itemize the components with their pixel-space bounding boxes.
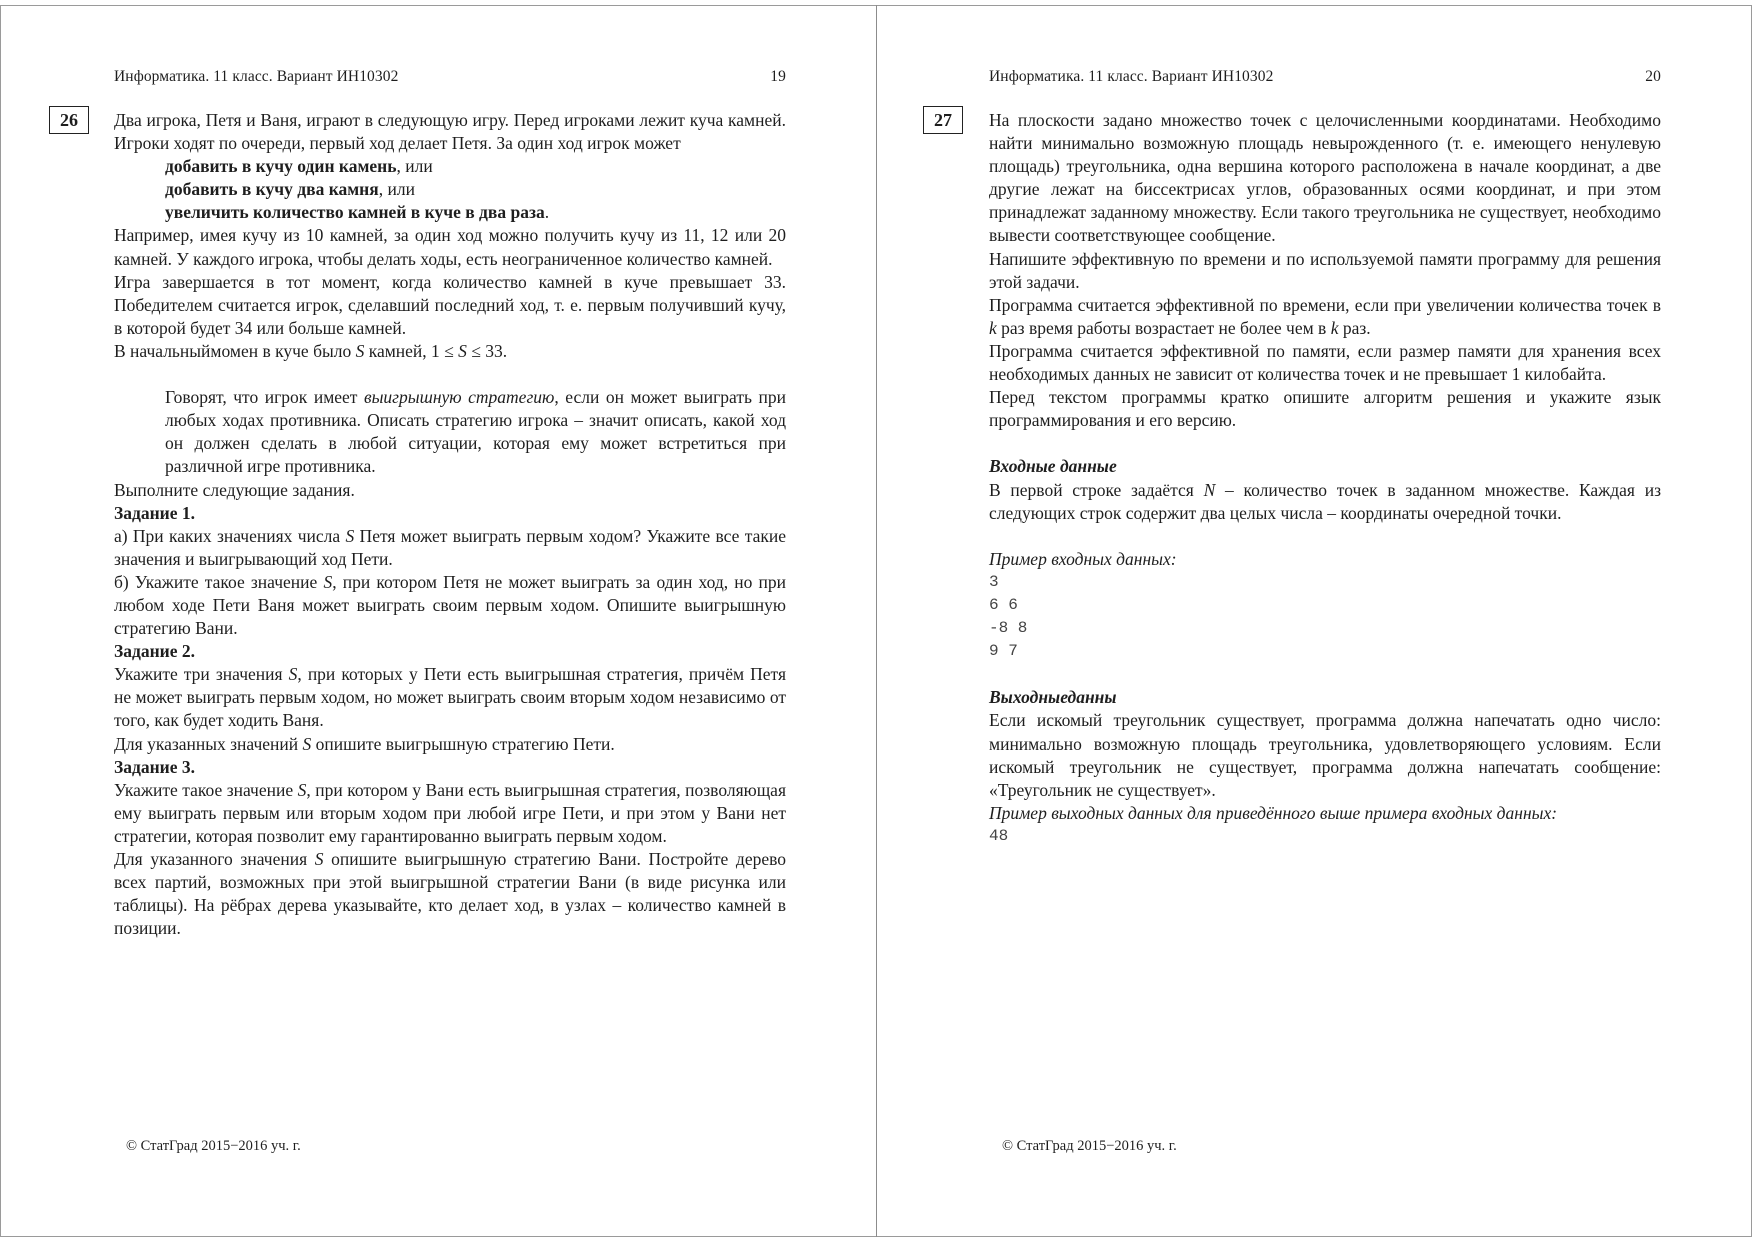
input-description: В первой строке задаётся N – количество точек в заданном множестве. Каждая из следующих строк содержит два целых числа – координаты очередной точки.	[989, 479, 1662, 523]
header-title: Информатика. 11 класс. Вариант ИН10302	[114, 68, 399, 85]
task3-text: Укажите такое значение S, при котором у Вани есть выигрышная стратегия, позволяющая ему выиграть первым или вторым ходом при любой игре Пети, и при этом у Вани нет стратегии, которая позволит ему гарантированно выиграть первым ходом.	[114, 779, 786, 846]
memory-efficiency: Программа считается эффективной по памяти, если размер памяти для хранения всех необходимых данных не зависит от количества точек и не превышает 1 килобайта.	[989, 340, 1661, 385]
game-end-paragraph: Игра завершается в тот момент, когда количество камней в куче превышает 33. Победителем считается игрок, сделавший последний ход, т. е. первым получивший кучу, в которой будет 34 или больше камней.	[114, 271, 786, 338]
initial-condition: В начальныймомен в куче было S камней, 1 ≤ S ≤ 33.	[114, 340, 508, 361]
task-26-body	[114, 109, 786, 940]
task1-b: б) Укажите такое значение S, при котором Петя не может выиграть за один ход, но при любом ходе Пети Ваня может выиграть своим первым ходом. Опишите выигрышную стратегию Вани.	[114, 571, 786, 639]
page-20	[877, 0, 1753, 1239]
output-example-title: Пример выходных данных для приведённого выше примера входных данных:	[989, 802, 1558, 823]
task3-text2: Для указанного значения S опишите выигрышную стратегию Вани. Постройте дерево всех партий, возможных при этой выигрышной стратегии Вани (в виде рисунка или таблицы). На рёбрах дерева указывайте, кто делает ход, в узлах – количество камней в позиции.	[114, 849, 786, 939]
task3-title: Задание 3.	[114, 756, 196, 777]
input-example-line: 9 7	[989, 642, 1018, 661]
task1-a: а) При каких значениях числа S Петя может выиграть первым ходом? Укажите все такие значения и выигрывающий ход Пети.	[114, 525, 786, 569]
task-27-body	[989, 109, 1661, 848]
move-option: добавить в кучу два камня, или	[165, 179, 415, 200]
efficiency-requirement: Напишите эффективную по времени и по используемой памяти программу для решения этой задачи.	[989, 248, 1661, 292]
task2-title: Задание 2.	[114, 641, 196, 662]
input-example-title: Пример входных данных:	[989, 548, 1177, 569]
input-title: Входные данные	[989, 456, 1117, 477]
task-number-box: 27	[923, 106, 963, 134]
output-example-value: 48	[989, 826, 1009, 845]
output-title: Выходныеданны	[989, 687, 1117, 708]
task2-text2: Для указанных значений S опишите выигрышную стратегию Пети.	[114, 733, 615, 754]
example-paragraph: Например, имея кучу из 10 камней, за один ход можно получить кучу из 11, 12 или 20 камней. У каждого игрока, чтобы делать ходы, есть неограниченное количество камней.	[114, 225, 786, 269]
header-title: Информатика. 11 класс. Вариант ИН10302	[989, 68, 1274, 85]
page-19	[0, 0, 876, 1239]
task1-title: Задание 1.	[114, 502, 196, 523]
input-example-line: 3	[989, 572, 999, 591]
task-number-box: 26	[49, 106, 89, 134]
problem-statement: На плоскости задано множество точек с целочисленными координатами. Необходимо найти минимально возможную площадь невырожденного (т. е. имеющего ненулевую площадь) треугольника, одна вершина которого расположена в начале координат, а две другие лежат на биссектрисах углов, образованных осями координат, и при этом принадлежат заданному множеству. Если такого треугольника не существует, необходимо вывести соответствующее сообщение.	[989, 110, 1661, 246]
algorithm-instruction: Перед текстом программы кратко опишите алгоритм решения и укажите язык программирования и его версию.	[989, 387, 1661, 431]
copyright-footer: © СтатГрад 2015−2016 уч. г.	[126, 1138, 301, 1154]
input-example-line: -8 8	[989, 619, 1028, 638]
move-option: увеличить количество камней в куче в два раза.	[165, 202, 550, 223]
page-number: 20	[1645, 68, 1661, 85]
intro-paragraph: Два игрока, Петя и Ваня, играют в следующую игру. Перед игроками лежит куча камней. Игроки ходят по очереди, первый ход делает Петя. За один ход игрок может	[114, 110, 786, 154]
move-option: добавить в кучу один камень, или	[165, 156, 433, 177]
task2-text: Укажите три значения S, при которых у Пети есть выигрышная стратегия, причём Петя не может выиграть первым ходом, но может выиграть своим вторым ходом независимо от того, как будет ходить Ваня.	[114, 664, 786, 731]
time-efficiency: Программа считается эффективной по времени, если при увеличении количества точек в k раз время работы возрастает не более чем в k раз.	[989, 294, 1661, 338]
strategy-definition: Говорят, что игрок имеет выигрышную стратегию, если он может выиграть при любых ходах противника. Описать стратегию игрока – значит описать, какой ход он должен сделать в любой ситуации, которая ему может встретиться при различной игре противника.	[165, 387, 786, 477]
output-description: Если искомый треугольник существует, программа должна напечатать одно число: минимально возможную площадь треугольника, удовлетворяющего условиям. Если искомый треугольник не существует, программа должна напечатать сообщение: «Треугольник не существует».	[989, 710, 1661, 800]
copyright-footer: © СтатГрад 2015−2016 уч. г.	[1002, 1138, 1177, 1154]
input-example-line: 6 6	[989, 595, 1018, 614]
page-number: 19	[770, 68, 786, 85]
do-tasks: Выполните следующие задания.	[114, 479, 355, 500]
